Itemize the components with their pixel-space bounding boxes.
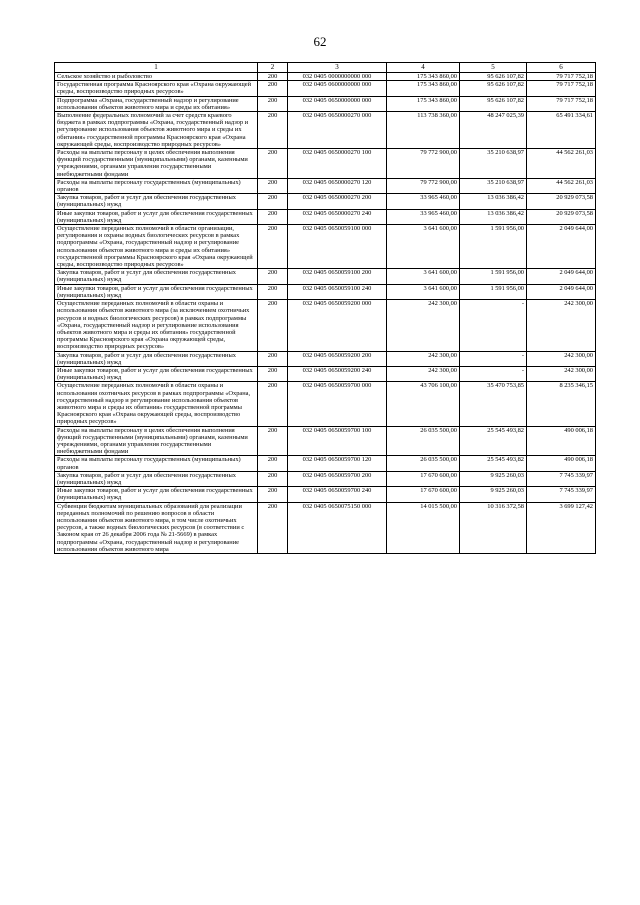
row-approved-amount: 14 015 500,00 [387,502,460,553]
row-code: 200 [258,487,288,502]
row-name: Сельское хозяйство и рыболовство [55,73,258,81]
row-name: Закупка товаров, работ и услуг для обеспечения государственных (муниципальных) нужд [55,351,258,366]
row-name: Расходы на выплаты персоналу государственных (муниципальных) органов [55,456,258,471]
row-approved-amount: 43 706 100,00 [387,382,460,426]
row-code: 200 [258,194,288,209]
row-classification-code: 032 0405 0650000270 240 [288,209,387,224]
row-code: 200 [258,382,288,426]
row-classification-code: 032 0405 0650059200 240 [288,366,387,381]
row-name: Субвенции бюджетам муниципальных образований для реализации переданных полномочий по решению вопросов в области использования объектов животного мира, в том числе охотничьих ресурсов, а также водных биологических ресурсов (в соответствии с Законом края от 26 декабря 2006 года № 21-5669) в рамках подпрограммы «Охрана, государственный надзор и регулирование использования объектов животного мира [55,502,258,553]
row-remaining-amount: 2 049 644,00 [527,269,596,284]
column-header: 5 [460,63,527,73]
row-remaining-amount: 44 562 261,03 [527,178,596,193]
row-remaining-amount: 20 929 073,58 [527,194,596,209]
row-name: Осуществление переданных полномочий в области охраны и использования объектов животного мира (за исключением охотничьих ресурсов и водных биологических ресурсов) в рамках подпрограммы «Охрана, государственный надзор и регулирование использования объектов животного мира и среды их обитания» государственной программы Красноярского края «Охрана окружающей среды, воспроизводство природных ресурсов» [55,300,258,351]
row-classification-code: 032 0405 0600000000 000 [288,81,387,96]
row-remaining-amount: 79 717 752,18 [527,81,596,96]
table-row [55,502,596,553]
table-row [55,269,596,284]
table-row [55,73,596,81]
row-executed-amount: 35 470 753,85 [460,382,527,426]
table-row [55,149,596,179]
budget-table [54,62,596,554]
row-approved-amount: 33 965 460,00 [387,194,460,209]
row-name: Подпрограмма «Охрана, государственный надзор и регулирование использования объектов животного мира и среды их обитания» [55,96,258,111]
table-row [55,81,596,96]
row-remaining-amount: 65 491 334,61 [527,112,596,149]
row-classification-code: 032 0405 0650059200 000 [288,300,387,351]
row-remaining-amount: 490 006,18 [527,456,596,471]
table-row [55,284,596,299]
row-code: 200 [258,269,288,284]
table-row [55,487,596,502]
row-code: 200 [258,456,288,471]
row-classification-code: 032 0405 0650059700 000 [288,382,387,426]
row-classification-code: 032 0405 0650059700 240 [288,487,387,502]
row-classification-code: 032 0405 0650059700 200 [288,471,387,486]
row-remaining-amount: 79 717 752,18 [527,73,596,81]
row-classification-code: 032 0405 0650059700 100 [288,426,387,456]
table-row [55,209,596,224]
row-name: Иные закупки товаров, работ и услуг для обеспечения государственных (муниципальных) нужд [55,487,258,502]
row-classification-code: 032 0405 0650000270 100 [288,149,387,179]
row-remaining-amount: 242 300,00 [527,366,596,381]
row-code: 200 [258,351,288,366]
row-code: 200 [258,502,288,553]
row-name: Закупка товаров, работ и услуг для обеспечения государственных (муниципальных) нужд [55,194,258,209]
row-classification-code: 032 0405 0650075150 000 [288,502,387,553]
row-approved-amount: 79 772 900,00 [387,178,460,193]
row-classification-code: 032 0405 0650000270 120 [288,178,387,193]
table-row [55,382,596,426]
row-remaining-amount: 2 049 644,00 [527,284,596,299]
column-header: 1 [55,63,258,73]
row-name: Осуществление переданных полномочий в области охраны и использования охотничьих ресурсов в рамках подпрограммы «Охрана, государственный надзор и регулирование использования объектов животного мира и среды их обитания» государственной программы Красноярского края «Охрана окружающей среды, воспроизводство природных ресурсов» [55,382,258,426]
column-header: 6 [527,63,596,73]
header-row [55,63,596,73]
row-classification-code: 032 0405 0650059100 200 [288,269,387,284]
row-remaining-amount: 2 049 644,00 [527,225,596,269]
row-code: 200 [258,426,288,456]
table-row [55,194,596,209]
row-executed-amount: 25 545 493,82 [460,426,527,456]
row-name: Иные закупки товаров, работ и услуг для обеспечения государственных (муниципальных) нужд [55,209,258,224]
row-code: 200 [258,284,288,299]
column-header: 4 [387,63,460,73]
row-approved-amount: 175 343 860,00 [387,96,460,111]
row-approved-amount: 17 670 600,00 [387,487,460,502]
row-approved-amount: 3 641 600,00 [387,269,460,284]
row-approved-amount: 175 343 860,00 [387,81,460,96]
table-row [55,351,596,366]
row-code: 200 [258,178,288,193]
table-row [55,366,596,381]
row-remaining-amount: 242 300,00 [527,300,596,351]
row-remaining-amount: 79 717 752,18 [527,96,596,111]
column-header: 3 [288,63,387,73]
row-classification-code: 032 0405 0650059700 120 [288,456,387,471]
table-row [55,300,596,351]
row-name: Расходы на выплаты персоналу государственных (муниципальных) органов [55,178,258,193]
row-code: 200 [258,81,288,96]
row-approved-amount: 242 300,00 [387,366,460,381]
row-remaining-amount: 7 745 339,97 [527,471,596,486]
row-approved-amount: 3 641 600,00 [387,284,460,299]
row-executed-amount: 1 591 956,00 [460,225,527,269]
row-name: Закупка товаров, работ и услуг для обеспечения государственных (муниципальных) нужд [55,471,258,486]
row-classification-code: 032 0405 0000000000 000 [288,73,387,81]
row-approved-amount: 3 641 600,00 [387,225,460,269]
table-row [55,426,596,456]
row-executed-amount: 95 626 107,82 [460,73,527,81]
row-executed-amount: 95 626 107,82 [460,81,527,96]
row-approved-amount: 242 300,00 [387,351,460,366]
row-remaining-amount: 242 300,00 [527,351,596,366]
table-row [55,112,596,149]
row-approved-amount: 242 300,00 [387,300,460,351]
row-executed-amount: 13 036 386,42 [460,194,527,209]
row-approved-amount: 26 035 500,00 [387,456,460,471]
row-executed-amount: 25 545 493,82 [460,456,527,471]
row-remaining-amount: 20 929 073,58 [527,209,596,224]
row-approved-amount: 33 965 460,00 [387,209,460,224]
row-classification-code: 032 0405 0650059100 000 [288,225,387,269]
row-remaining-amount: 8 235 346,15 [527,382,596,426]
row-name: Расходы на выплаты персоналу в целях обеспечения выполнения функций государственными (муниципальными) органами, казенными учреждениями, органами управления государственными внебюджетными фондами [55,426,258,456]
row-executed-amount: 13 036 386,42 [460,209,527,224]
row-classification-code: 032 0405 0650059100 240 [288,284,387,299]
table-row [55,471,596,486]
row-executed-amount: 35 210 638,97 [460,178,527,193]
row-code: 200 [258,225,288,269]
row-name: Выполнение федеральных полномочий за счет средств краевого бюджета в рамках подпрограммы «Охрана, государственный надзор и регулирование использования объектов животного мира и среды их обитания» государственной программы Красноярского края «Охрана окружающей среды, воспроизводство природных ресурсов» [55,112,258,149]
row-executed-amount: 95 626 107,82 [460,96,527,111]
row-executed-amount: 35 210 638,97 [460,149,527,179]
row-classification-code: 032 0405 0650059200 200 [288,351,387,366]
table-row [55,456,596,471]
row-code: 200 [258,209,288,224]
row-remaining-amount: 44 562 261,03 [527,149,596,179]
row-classification-code: 032 0405 0650000270 200 [288,194,387,209]
row-code: 200 [258,96,288,111]
row-remaining-amount: 7 745 339,97 [527,487,596,502]
row-classification-code: 032 0405 0650000000 000 [288,96,387,111]
row-remaining-amount: 3 699 127,42 [527,502,596,553]
row-name: Государственная программа Красноярского края «Охрана окружающей среды, воспроизводство природных ресурсов» [55,81,258,96]
row-approved-amount: 175 343 860,00 [387,73,460,81]
row-remaining-amount: 490 006,18 [527,426,596,456]
row-executed-amount: - [460,351,527,366]
row-name: Осуществление переданных полномочий в области организации, регулирования и охраны водных биологических ресурсов в рамках подпрограммы «Охрана, государственный надзор и регулирование использования объектов животного мира и среды их обитания» государственной программы Красноярского края «Охрана окружающей среды, воспроизводство природных ресурсов» [55,225,258,269]
row-executed-amount: 48 247 025,39 [460,112,527,149]
row-executed-amount: 9 925 260,03 [460,487,527,502]
row-executed-amount: - [460,300,527,351]
row-executed-amount: 10 316 372,58 [460,502,527,553]
row-approved-amount: 79 772 900,00 [387,149,460,179]
table-row [55,225,596,269]
row-executed-amount: 1 591 956,00 [460,284,527,299]
row-code: 200 [258,471,288,486]
row-name: Расходы на выплаты персоналу в целях обеспечения выполнения функций государственными (муниципальными) органами, казенными учреждениями, органами управления государственными внебюджетными фондами [55,149,258,179]
row-code: 200 [258,73,288,81]
row-code: 200 [258,112,288,149]
row-executed-amount: 9 925 260,03 [460,471,527,486]
row-name: Иные закупки товаров, работ и услуг для обеспечения государственных (муниципальных) нужд [55,284,258,299]
row-executed-amount: - [460,366,527,381]
row-name: Иные закупки товаров, работ и услуг для обеспечения государственных (муниципальных) нужд [55,366,258,381]
row-executed-amount: 1 591 956,00 [460,269,527,284]
row-approved-amount: 113 738 360,00 [387,112,460,149]
row-name: Закупка товаров, работ и услуг для обеспечения государственных (муниципальных) нужд [55,269,258,284]
row-code: 200 [258,366,288,381]
row-approved-amount: 17 670 600,00 [387,471,460,486]
row-classification-code: 032 0405 0650000270 000 [288,112,387,149]
table-row [55,178,596,193]
page-number: 62 [313,34,327,49]
row-code: 200 [258,149,288,179]
row-code: 200 [258,300,288,351]
table-row [55,96,596,111]
column-header: 2 [258,63,288,73]
row-approved-amount: 26 035 500,00 [387,426,460,456]
